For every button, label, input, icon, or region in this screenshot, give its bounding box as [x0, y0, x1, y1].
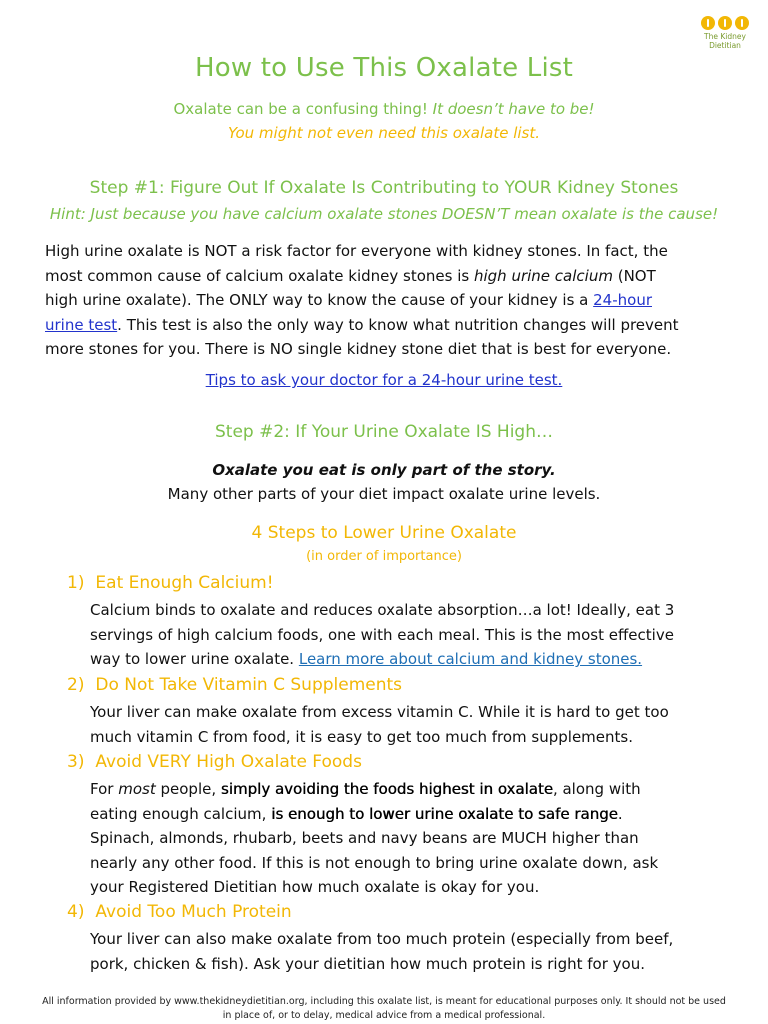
- step1-text-1: High urine oxalate is NOT a risk factor for everyone with kidney stones. In fact, the most common cause of calcium oxalate kidney stones is: [45, 242, 668, 285]
- kidney-dots-icon: [690, 16, 760, 30]
- item-3-text-4: . Spinach, almonds, rhubarb, beets and navy beans are MUCH higher than nearly any other food. If this is not enough to bring urine oxalate down, ask your Registered Dietitian how much oxalate is okay for you.: [90, 804, 659, 896]
- item-4-title: Avoid Too Much Protein: [95, 902, 292, 922]
- tips-urine-test-link[interactable]: Tips to ask your doctor for a 24-hour urine test.: [205, 371, 563, 389]
- item-4-body: Your liver can also make oxalate from too much protein (especially from beef, pork, chicken & fish). Ask your dietitian how much protein is right for you.: [90, 930, 674, 973]
- diet-impact-statement: Many other parts of your diet impact oxalate urine levels.: [167, 485, 601, 503]
- steps-title: 4 Steps to Lower Urine Oxalate: [251, 523, 517, 543]
- tips-line: [0, 371, 768, 389]
- item-2-heading: [67, 675, 402, 695]
- item-3-text-1: For: [90, 780, 114, 798]
- item-1-text: Calcium binds to oxalate and reduces oxalate absorption…a lot! Ideally, eat 3 servings of high calcium foods, one with each meal. This is the most effective way to lower urine oxalate.: [90, 601, 675, 668]
- calcium-kidney-stones-link[interactable]: Learn more about calcium and kidney stones.: [298, 650, 643, 668]
- logo-line-1: The Kidney: [704, 32, 746, 41]
- item-3-number: 3): [67, 752, 85, 772]
- step1-text-2: (NOT high urine oxalate). The ONLY way to know the cause of your kidney is a: [45, 266, 656, 309]
- story-statement: Oxalate you eat is only part of the story.: [212, 461, 556, 479]
- step1-paragraph: [45, 239, 685, 362]
- item-3-bold-2: is enough to lower urine oxalate to safe range: [271, 804, 618, 823]
- subtitle-lead: Oxalate can be a confusing thing!: [173, 100, 428, 118]
- order-note: (in order of importance): [306, 549, 462, 564]
- item-1-heading: [67, 573, 274, 593]
- item-1-title: Eat Enough Calcium!: [95, 573, 274, 593]
- item-3-bold-1: simply avoiding the foods highest in oxalate: [220, 780, 553, 798]
- step2-heading: Step #2: If Your Urine Oxalate IS High…: [215, 422, 553, 442]
- step1-heading: Step #1: Figure Out If Oxalate Is Contributing to YOUR Kidney Stones: [89, 178, 679, 198]
- step1-emphasis: high urine calcium: [473, 266, 613, 285]
- footer-disclaimer: [0, 995, 768, 1023]
- item-2-body: Your liver can make oxalate from excess vitamin C. While it is hard to get too much vitamin C from food, it is easy to get too much from supplements.: [90, 703, 669, 746]
- item-3-text-2: people,: [160, 780, 217, 798]
- item-4-number: 4): [67, 902, 85, 922]
- footer-line-1: All information provided by www.thekidneydietitian.org, including this oxalate list, is meant for educational purposes only. It should not be used: [42, 996, 726, 1007]
- item-1-number: 1): [67, 573, 85, 593]
- step1-hint: Hint: Just because you have calcium oxalate stones DOESN’T mean oxalate is the cause!: [49, 205, 719, 223]
- item-1-body: [90, 598, 680, 672]
- page-title: How to Use This Oxalate List: [194, 53, 574, 83]
- item-3-title: Avoid VERY High Oxalate Foods: [95, 752, 362, 772]
- urine-test-link[interactable]: 24-hour urine test: [45, 291, 652, 334]
- item-3-most: most: [118, 780, 156, 798]
- item-2-title: Do Not Take Vitamin C Supplements: [95, 675, 403, 695]
- item-4-heading: [67, 902, 292, 922]
- brand-logo: [690, 16, 760, 55]
- item-3-text-3: , along with eating enough calcium,: [90, 780, 641, 823]
- item-3-heading: [67, 752, 362, 772]
- item-2-number: 2): [67, 675, 85, 695]
- subtitle-line-1: [0, 100, 768, 118]
- step1-text-3: . This test is also the only way to know what nutrition changes will prevent more stones for you. There is NO single kidney stone diet that is best for everyone.: [45, 315, 679, 358]
- item-3-body: [90, 777, 680, 900]
- subtitle-emphasis: It doesn’t have to be!: [432, 100, 595, 118]
- footer-line-2: in place of, or to delay, medical advice from a medical professional.: [222, 1010, 546, 1021]
- subtitle-line-2: You might not even need this oxalate list.: [227, 124, 541, 142]
- logo-line-2: Dietitian: [709, 40, 741, 50]
